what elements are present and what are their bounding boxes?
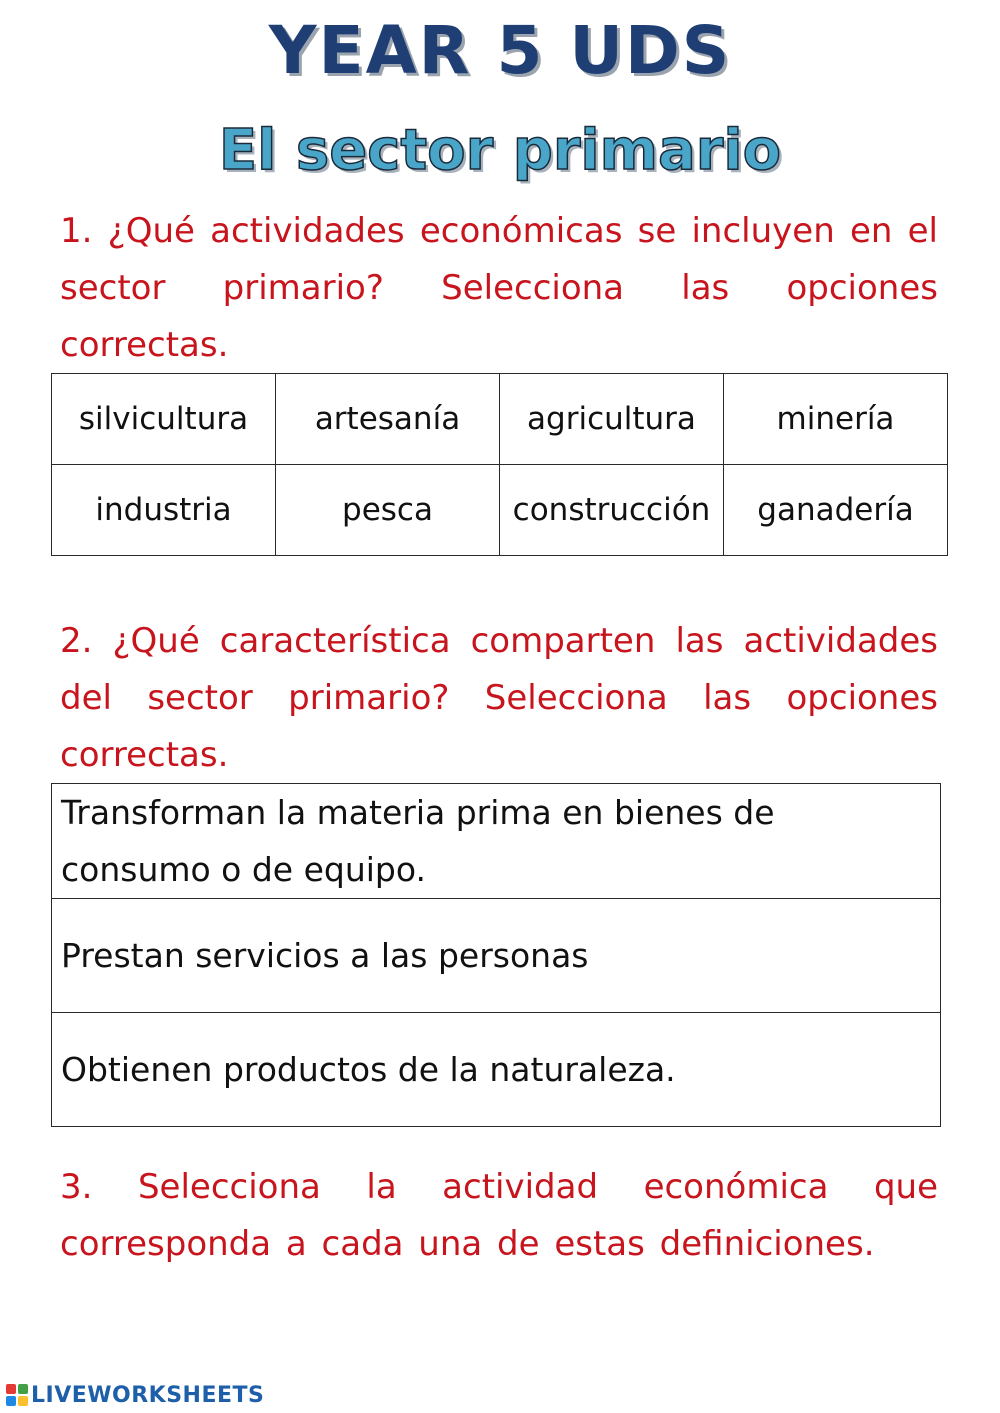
option-pesca[interactable]: pesca <box>276 465 500 556</box>
option-obtienen-productos[interactable]: Obtienen productos de la naturaleza. <box>52 1013 941 1127</box>
options-row <box>52 899 941 1013</box>
option-industria[interactable]: industria <box>52 465 276 556</box>
option-construccion[interactable]: construcción <box>500 465 724 556</box>
liveworksheets-logo[interactable] <box>6 1380 264 1410</box>
option-agricultura[interactable]: agricultura <box>500 374 724 465</box>
option-transforman[interactable]: Transforman la materia prima en bienes de consumo o de equipo. <box>52 784 941 899</box>
question-3-text: 3. Selecciona la actividad económica que corresponda a cada una de estas definiciones. <box>60 1167 938 1264</box>
brand-name: LIVEWORKSHEETS <box>31 1382 265 1408</box>
question-2-options-table <box>51 783 941 1127</box>
options-row <box>52 1013 941 1127</box>
logo-square <box>6 1396 16 1406</box>
page-title: YEAR 5 UDS <box>268 12 732 89</box>
logo-square <box>18 1396 28 1406</box>
option-artesania[interactable]: artesanía <box>276 374 500 465</box>
logo-square <box>6 1384 16 1394</box>
option-ganaderia[interactable]: ganadería <box>724 465 948 556</box>
options-row <box>52 784 941 899</box>
logo-square <box>18 1384 28 1394</box>
options-row <box>52 465 948 556</box>
logo-icon <box>6 1384 28 1406</box>
page-subtitle: El sector primario <box>218 118 782 183</box>
option-mineria[interactable]: minería <box>724 374 948 465</box>
option-silvicultura[interactable]: silvicultura <box>52 374 276 465</box>
question-1-text: 1. ¿Qué actividades económicas se incluyen en el sector primario? Selecciona las opciones correctas. <box>60 211 938 365</box>
option-prestan-servicios[interactable]: Prestan servicios a las personas <box>52 899 941 1013</box>
options-row <box>52 374 948 465</box>
question-1-options-table <box>51 373 948 556</box>
question-2-text: 2. ¿Qué característica comparten las actividades del sector primario? Selecciona las opciones correctas. <box>60 621 938 775</box>
